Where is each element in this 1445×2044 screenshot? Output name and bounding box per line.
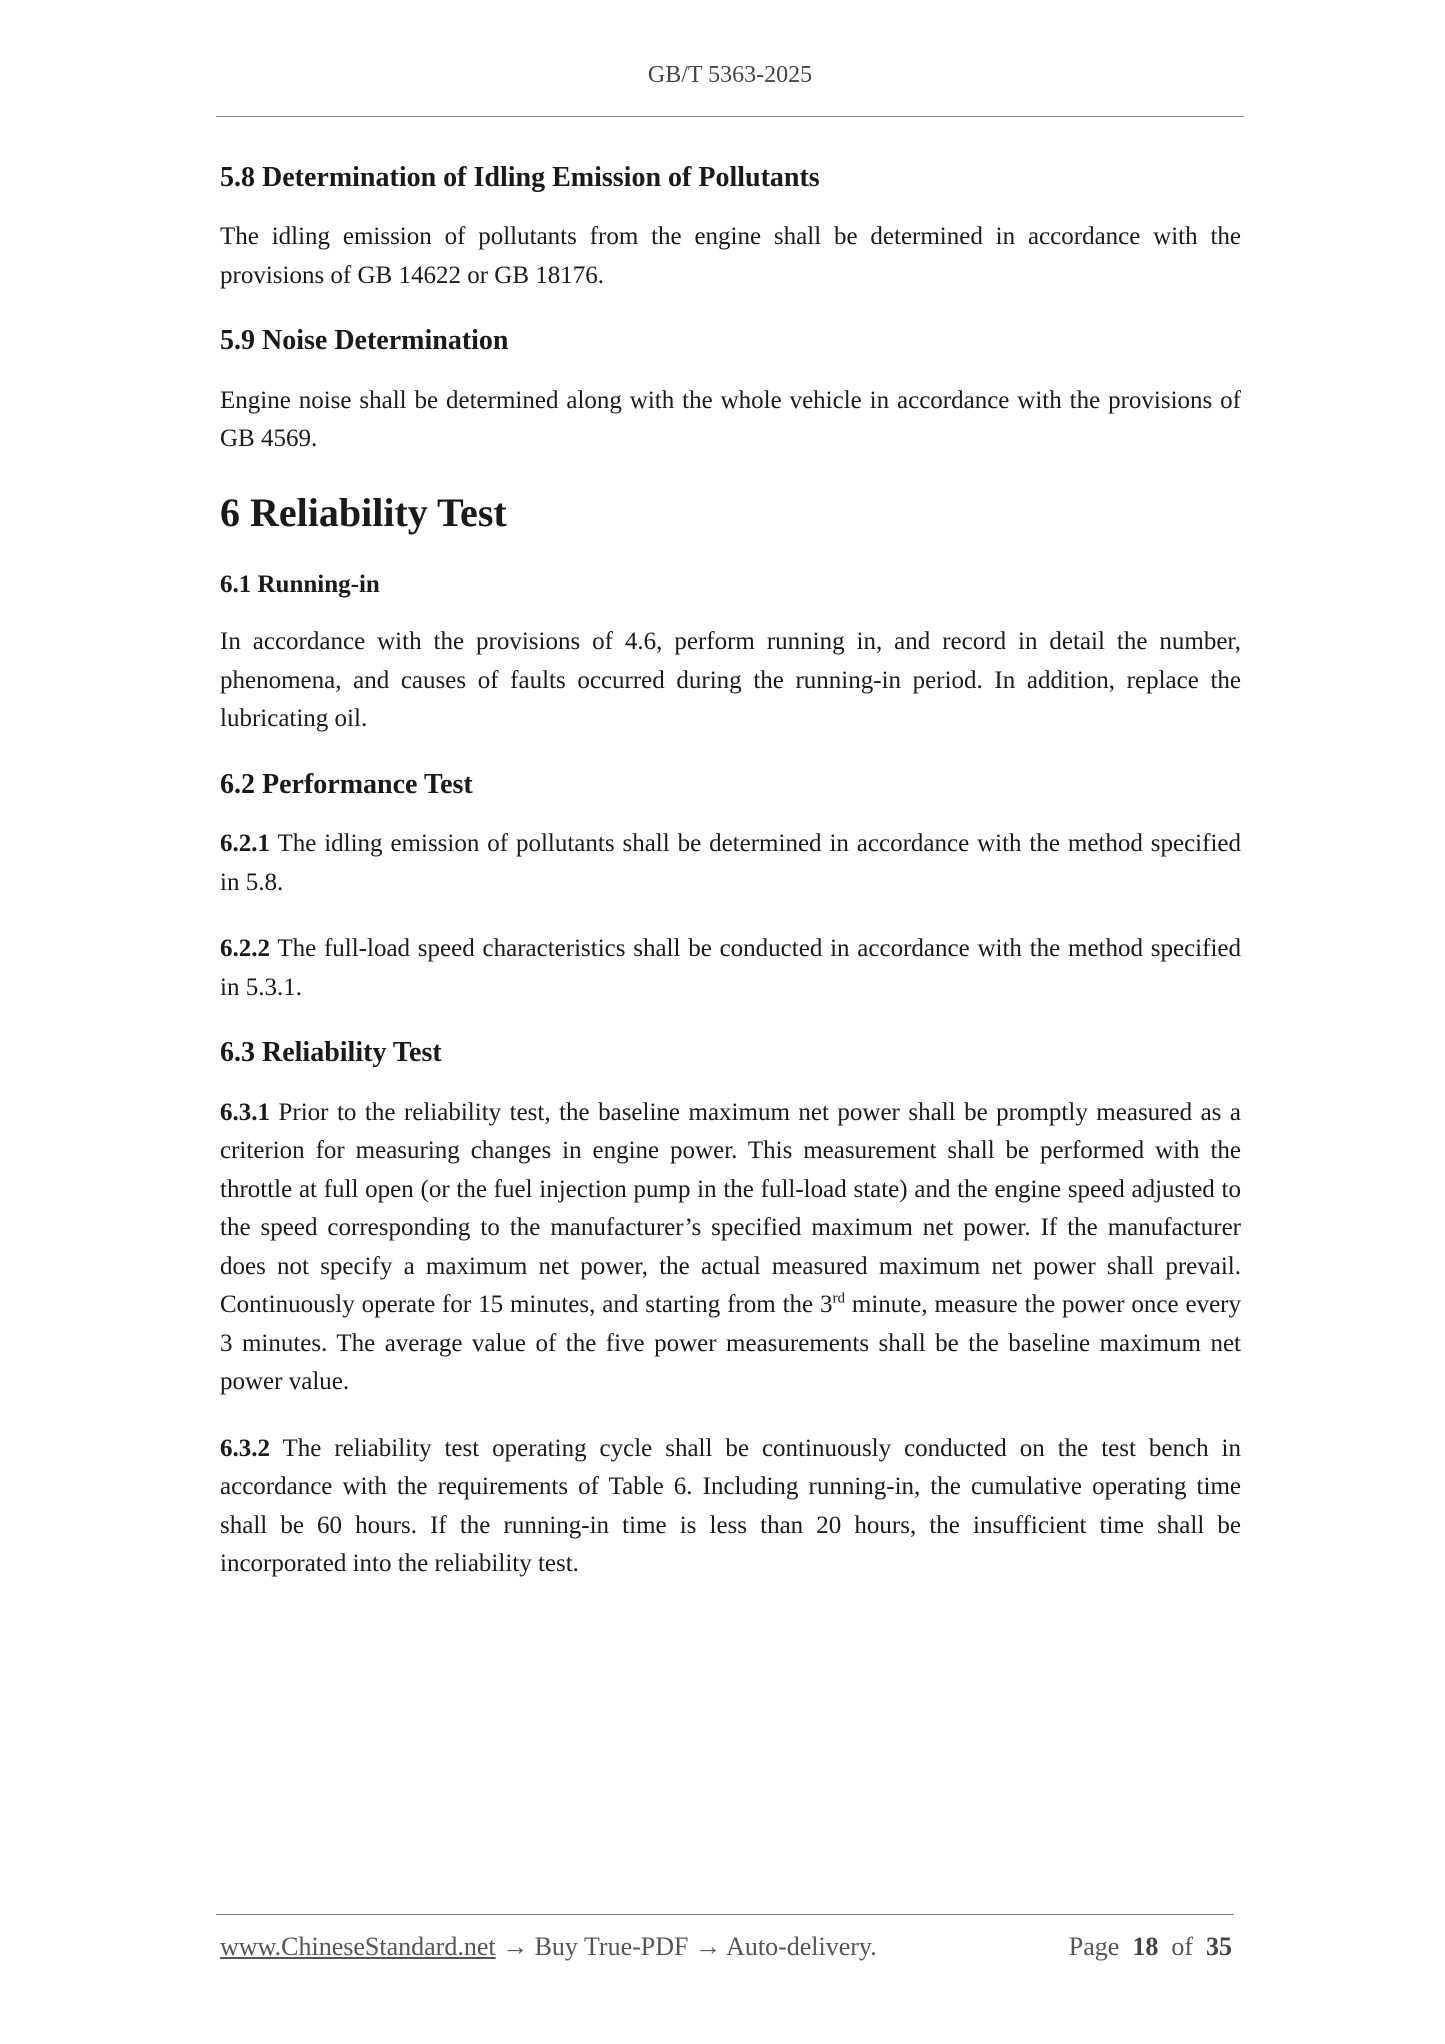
page-number [1069,1932,1232,1962]
section-6-1-heading: 6.1 Running-in [220,570,380,598]
clause-number: 6.2.1 [220,830,270,858]
section-6-1-body: In accordance with the provisions of 4.6, perform running in, and record in detail the number, phenomena, and causes of faults occurred during the running-in period. In addition, replace the lubricating oil. [220,628,1241,733]
clause-text: Prior to the reliability test, the baseline maximum net power shall be promptly measured as a criterion for measuring changes in engine power. This measurement shall be performed with the throttle at full open (or the fuel injection pump in the full-load state) and the engine speed adjusted to the speed corresponding to the manufacturer’s specified maximum net power. If the manufacturer does not specify a maximum net power, the actual measured maximum net power shall prevail. Continuously operate for 15 minutes, and starting from the 3 [220,1098,1241,1319]
header-divider [216,116,1244,117]
section-5-9-heading: 5.9 Noise Determination [220,325,509,357]
page-content [220,160,1241,1612]
section-6-2-heading: 6.2 Performance Test [220,768,473,800]
clause-number: 6.3.1 [220,1098,270,1126]
footer-promo [220,1932,877,1962]
section-5-8-body: The idling emission of pollutants from the engine shall be determined in accordance with the provisions of GB 14622 or GB 18176. [220,223,1241,289]
paragraph-6-3-1 [220,1094,1241,1402]
current-page: 18 [1132,1932,1159,1961]
page-label: Page [1068,1932,1120,1961]
clause-text-continued: minute, measure the power once every 3 minutes. The average value of the five power measurements shall be the baseline maximum net power value. [220,1291,1241,1396]
clause-number: 6.2.2 [220,935,270,963]
total-pages: 35 [1206,1932,1232,1961]
buy-pdf-text: Buy True-PDF [534,1932,689,1961]
ordinal-superscript: rd [832,1290,846,1307]
section-5-9-body: Engine noise shall be determined along with the whole vehicle in accordance with the provisions of GB 4569. [220,386,1241,453]
arrow-right-icon: → [502,1932,529,1961]
of-label: of [1171,1932,1193,1961]
section-5-8-heading: 5.8 Determination of Idling Emission of Pollutants [220,162,820,193]
clause-number: 6.3.2 [220,1434,270,1462]
arrow-right-icon: → [695,1932,721,1961]
paragraph-6-2-1 [220,825,1241,902]
website-link[interactable]: www.ChineseStandard.net [220,1932,496,1961]
auto-delivery-text: Auto-delivery. [726,1932,877,1961]
chapter-6-heading: 6 Reliability Test [220,489,507,535]
clause-text: The full-load speed characteristics shall be conducted in accordance with the method specified in 5.3.1. [220,935,1241,1001]
paragraph-6-2-2 [220,930,1241,1007]
section-6-3-heading: 6.3 Reliability Test [220,1037,442,1069]
footer-divider [216,1914,1234,1915]
clause-text: The idling emission of pollutants shall be determined in accordance with the method specified in 5.8. [220,830,1241,896]
document-header: GB/T 5363-2025 [647,62,813,88]
paragraph-6-3-2 [220,1430,1241,1584]
clause-text: The reliability test operating cycle shall be continuously conducted on the test bench in accordance with the requirements of Table 6. Including running-in, the cumulative operating time shall be 60 hours. If the running-in time is less than 20 hours, the insufficient time shall be incorporated into the reliability test. [220,1434,1241,1578]
